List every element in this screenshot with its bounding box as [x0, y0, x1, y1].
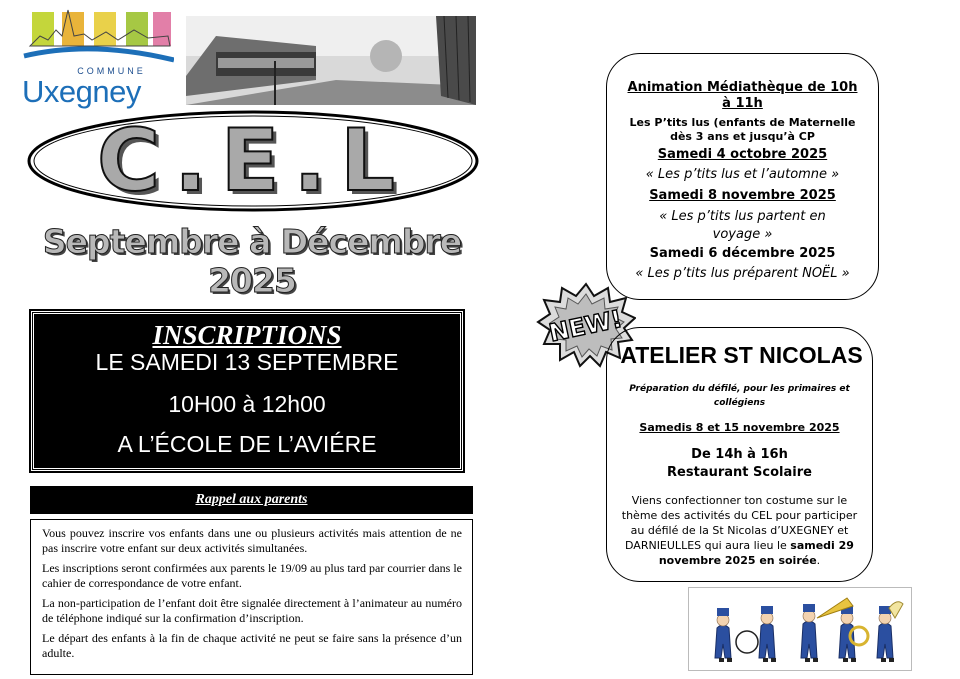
- atelier-time: De 14h à 16h: [691, 447, 788, 462]
- atelier-text-main: Viens confectionner ton costume sur le thème des activités du CEL pour participer au défilé de la St Nicolas d’UXEGNEY et DARNIEULLES qui aura lieu le: [621, 494, 858, 552]
- mediatheque-title: Animation Médiathèque de 10h à 11h: [627, 80, 858, 111]
- rappel-box: [30, 519, 473, 675]
- logo-emblem-graphic: [22, 6, 174, 68]
- atelier-description: [607, 493, 872, 568]
- inscriptions-box: [31, 311, 463, 471]
- rappel-paragraph: La non-participation de l’enfant doit être signalée directement à l’animateur au numéro de téléphone indiqué sur la confirmation d’inscription.: [42, 596, 462, 625]
- rappel-paragraph: Le départ des enfants à la fin de chaque activité ne peut se faire sans la présence d’un adulte.: [42, 631, 462, 660]
- rappel-paragraph: Les inscriptions seront confirmées aux parents le 19/09 au plus tard par courrier dans le cahier de correspondance de votre enfant.: [42, 561, 462, 590]
- atelier-title: ATELIER ST NICOLAS: [620, 342, 863, 368]
- school-building-photo: [186, 16, 476, 105]
- atelier-subtitle: Préparation du défilé, pour les primaires et collégiens: [629, 384, 850, 408]
- inscriptions-title: INSCRIPTIONS: [152, 320, 342, 350]
- inscriptions-date: LE SAMEDI 13 SEPTEMBRE: [95, 349, 399, 375]
- atelier-box: [606, 327, 873, 582]
- new-badge-text: NEW!: [546, 304, 625, 348]
- atelier-place: Restaurant Scolaire: [667, 465, 812, 480]
- mediatheque-session-theme: « Les p’tits lus préparent NOËL »: [635, 266, 850, 281]
- mediatheque-session-date: Samedi 8 novembre 2025: [649, 188, 836, 203]
- period-title: Septembre à Décembre 2025: [42, 222, 462, 300]
- mediatheque-box: [606, 53, 879, 300]
- mediatheque-session-theme: « Les p’tits lus partent en voyage »: [659, 209, 826, 242]
- mediatheque-subtitle: Les P’tits lus (enfants de Maternelle dès 3 ans et jusqu’à CP: [629, 116, 856, 143]
- commune-logo: [22, 6, 174, 109]
- atelier-text-date: samedi 29 novembre 2025 en soirée: [658, 539, 854, 567]
- mediatheque-session-date: Samedi 6 décembre 2025: [649, 246, 836, 261]
- mediatheque-session-theme: « Les p’tits lus et l’automne »: [645, 167, 840, 182]
- cel-title: C.E.L: [96, 111, 409, 211]
- logo-commune-name: Uxegney: [22, 74, 141, 109]
- atelier-text-end: .: [816, 554, 821, 567]
- marching-band-illustration: [688, 587, 912, 671]
- rappel-title: Rappel aux parents: [30, 486, 473, 514]
- inscriptions-location: A L’ÉCOLE DE L’AVIÉRE: [117, 431, 377, 457]
- atelier-date: Samedis 8 et 15 novembre 2025: [639, 421, 840, 434]
- logo-commune-label: COMMUNE: [77, 66, 146, 76]
- rappel-paragraph: Vous pouvez inscrire vos enfants dans une ou plusieurs activités mais attention de ne pas inscrire votre enfant sur deux activités simultanées.: [42, 526, 462, 555]
- mediatheque-session-date: Samedi 4 octobre 2025: [657, 147, 828, 162]
- inscriptions-time: 10H00 à 12h00: [168, 391, 326, 417]
